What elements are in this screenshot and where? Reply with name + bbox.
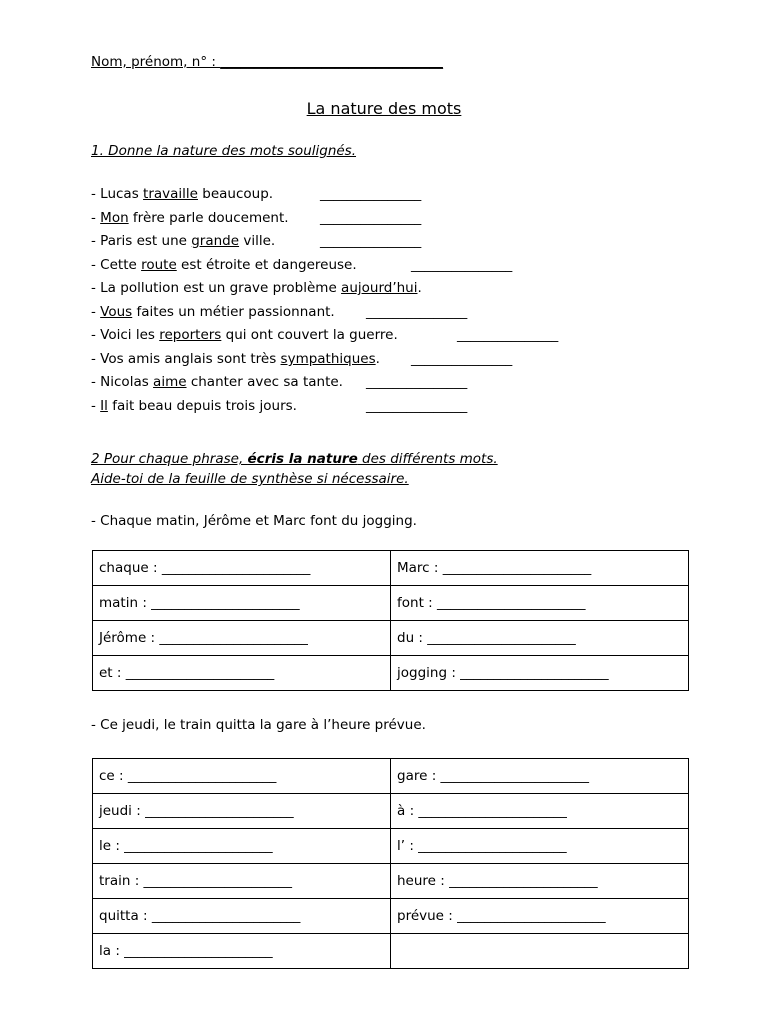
answer-blank: _______________	[320, 233, 422, 249]
item-text-after: beaucoup.	[197, 186, 274, 202]
item-text-before: - Voici les	[91, 327, 160, 343]
item-text-before: - Cette	[91, 257, 142, 273]
table-cell: la : ______________________	[93, 934, 391, 969]
table-cell: ce : ______________________	[93, 759, 391, 794]
item-text-after: chanter avec sa tante.	[186, 374, 343, 390]
item-text-after: qui ont couvert la guerre.	[221, 327, 398, 343]
item-text-before: - Paris est une	[91, 233, 192, 249]
table-row	[93, 899, 689, 934]
item-text-before: - Vos amis anglais sont très	[91, 351, 281, 367]
exercise-1-item	[91, 351, 380, 367]
item-text-after: faites un métier passionnant.	[132, 304, 335, 320]
underlined-word: grande	[191, 233, 240, 249]
exercise-2-heading	[91, 451, 498, 467]
underlined-word: aujourd’hui	[341, 280, 418, 296]
table-cell: Jérôme : ______________________	[93, 621, 391, 656]
underlined-word: aime	[153, 374, 187, 390]
item-text-after: fait beau depuis trois jours.	[107, 398, 297, 414]
answer-blank: _______________	[320, 210, 422, 226]
exercise-2-subheading: Aide-toi de la feuille de synthèse si nécessaire.	[91, 471, 409, 487]
exercise-1-item	[91, 210, 289, 226]
table-cell: font : ______________________	[391, 586, 689, 621]
sentence-2: - Ce jeudi, le train quitta la gare à l’heure prévue.	[91, 717, 426, 733]
table-row	[93, 829, 689, 864]
table-row	[93, 656, 689, 691]
table-cell: Marc : ______________________	[391, 551, 689, 586]
underlined-word: Mon	[100, 210, 129, 226]
item-text-before: -	[91, 398, 101, 414]
underlined-word: Vous	[100, 304, 133, 320]
table-cell: train : ______________________	[93, 864, 391, 899]
table-cell: matin : ______________________	[93, 586, 391, 621]
table-cell: jeudi : ______________________	[93, 794, 391, 829]
answer-blank: _______________	[366, 398, 468, 414]
table-cell: gare : ______________________	[391, 759, 689, 794]
table-cell: quitta : ______________________	[93, 899, 391, 934]
answer-blank: _______________	[457, 327, 559, 343]
item-text-after: ville.	[239, 233, 276, 249]
item-text-before: - Lucas	[91, 186, 144, 202]
underlined-word: route	[141, 257, 177, 273]
table-cell-empty	[391, 934, 689, 969]
table-cell: jogging : ______________________	[391, 656, 689, 691]
item-text-after: .	[417, 280, 422, 296]
heading-text: 2 Pour chaque phrase,	[91, 451, 248, 467]
table-cell: chaque : ______________________	[93, 551, 391, 586]
table-row	[93, 551, 689, 586]
answer-blank: _______________	[366, 374, 468, 390]
item-text-after: frère parle doucement.	[128, 210, 289, 226]
underlined-word: travaille	[143, 186, 198, 202]
heading-text: des différents mots.	[357, 451, 498, 467]
table-row	[93, 934, 689, 969]
table-row	[93, 759, 689, 794]
table-cell: l’ : ______________________	[391, 829, 689, 864]
name-field-line	[91, 54, 443, 70]
exercise-1-item	[91, 304, 335, 320]
table-row	[93, 794, 689, 829]
underlined-word: sympathiques	[280, 351, 376, 367]
word-nature-table-1	[92, 550, 689, 691]
answer-blank: _______________	[366, 304, 468, 320]
exercise-1-item	[91, 257, 357, 273]
answer-blank: _______________	[320, 186, 422, 202]
item-text-before: -	[91, 304, 101, 320]
table-cell: à : ______________________	[391, 794, 689, 829]
table-row	[93, 621, 689, 656]
underlined-word: reporters	[159, 327, 222, 343]
table-cell: et : ______________________	[93, 656, 391, 691]
exercise-1-item	[91, 327, 398, 343]
underlined-word: Il	[100, 398, 108, 414]
table-row	[93, 864, 689, 899]
word-nature-table-2	[92, 758, 689, 969]
heading-bold-text: écris la nature	[247, 451, 358, 467]
exercise-1-item	[91, 186, 273, 202]
table-cell: prévue : ______________________	[391, 899, 689, 934]
name-blank: _________________________________	[220, 54, 443, 70]
answer-blank: _______________	[411, 351, 513, 367]
exercise-1-item	[91, 398, 297, 414]
exercise-1-item	[91, 280, 422, 296]
name-label: Nom, prénom, n° :	[91, 54, 221, 70]
exercise-1-heading: 1. Donne la nature des mots soulignés.	[91, 143, 357, 159]
table-cell: le : ______________________	[93, 829, 391, 864]
exercise-1-item	[91, 374, 343, 390]
exercise-1-item	[91, 233, 275, 249]
item-text-before: - La pollution est un grave problème	[91, 280, 342, 296]
item-text-before: -	[91, 210, 101, 226]
table-cell: heure : ______________________	[391, 864, 689, 899]
page-title: La nature des mots	[306, 99, 462, 118]
answer-blank: _______________	[411, 257, 513, 273]
item-text-before: - Nicolas	[91, 374, 154, 390]
item-text-after: est étroite et dangereuse.	[176, 257, 357, 273]
table-row	[93, 586, 689, 621]
item-text-after: .	[375, 351, 380, 367]
table-cell: du : ______________________	[391, 621, 689, 656]
sentence-1: - Chaque matin, Jérôme et Marc font du jogging.	[91, 513, 417, 529]
